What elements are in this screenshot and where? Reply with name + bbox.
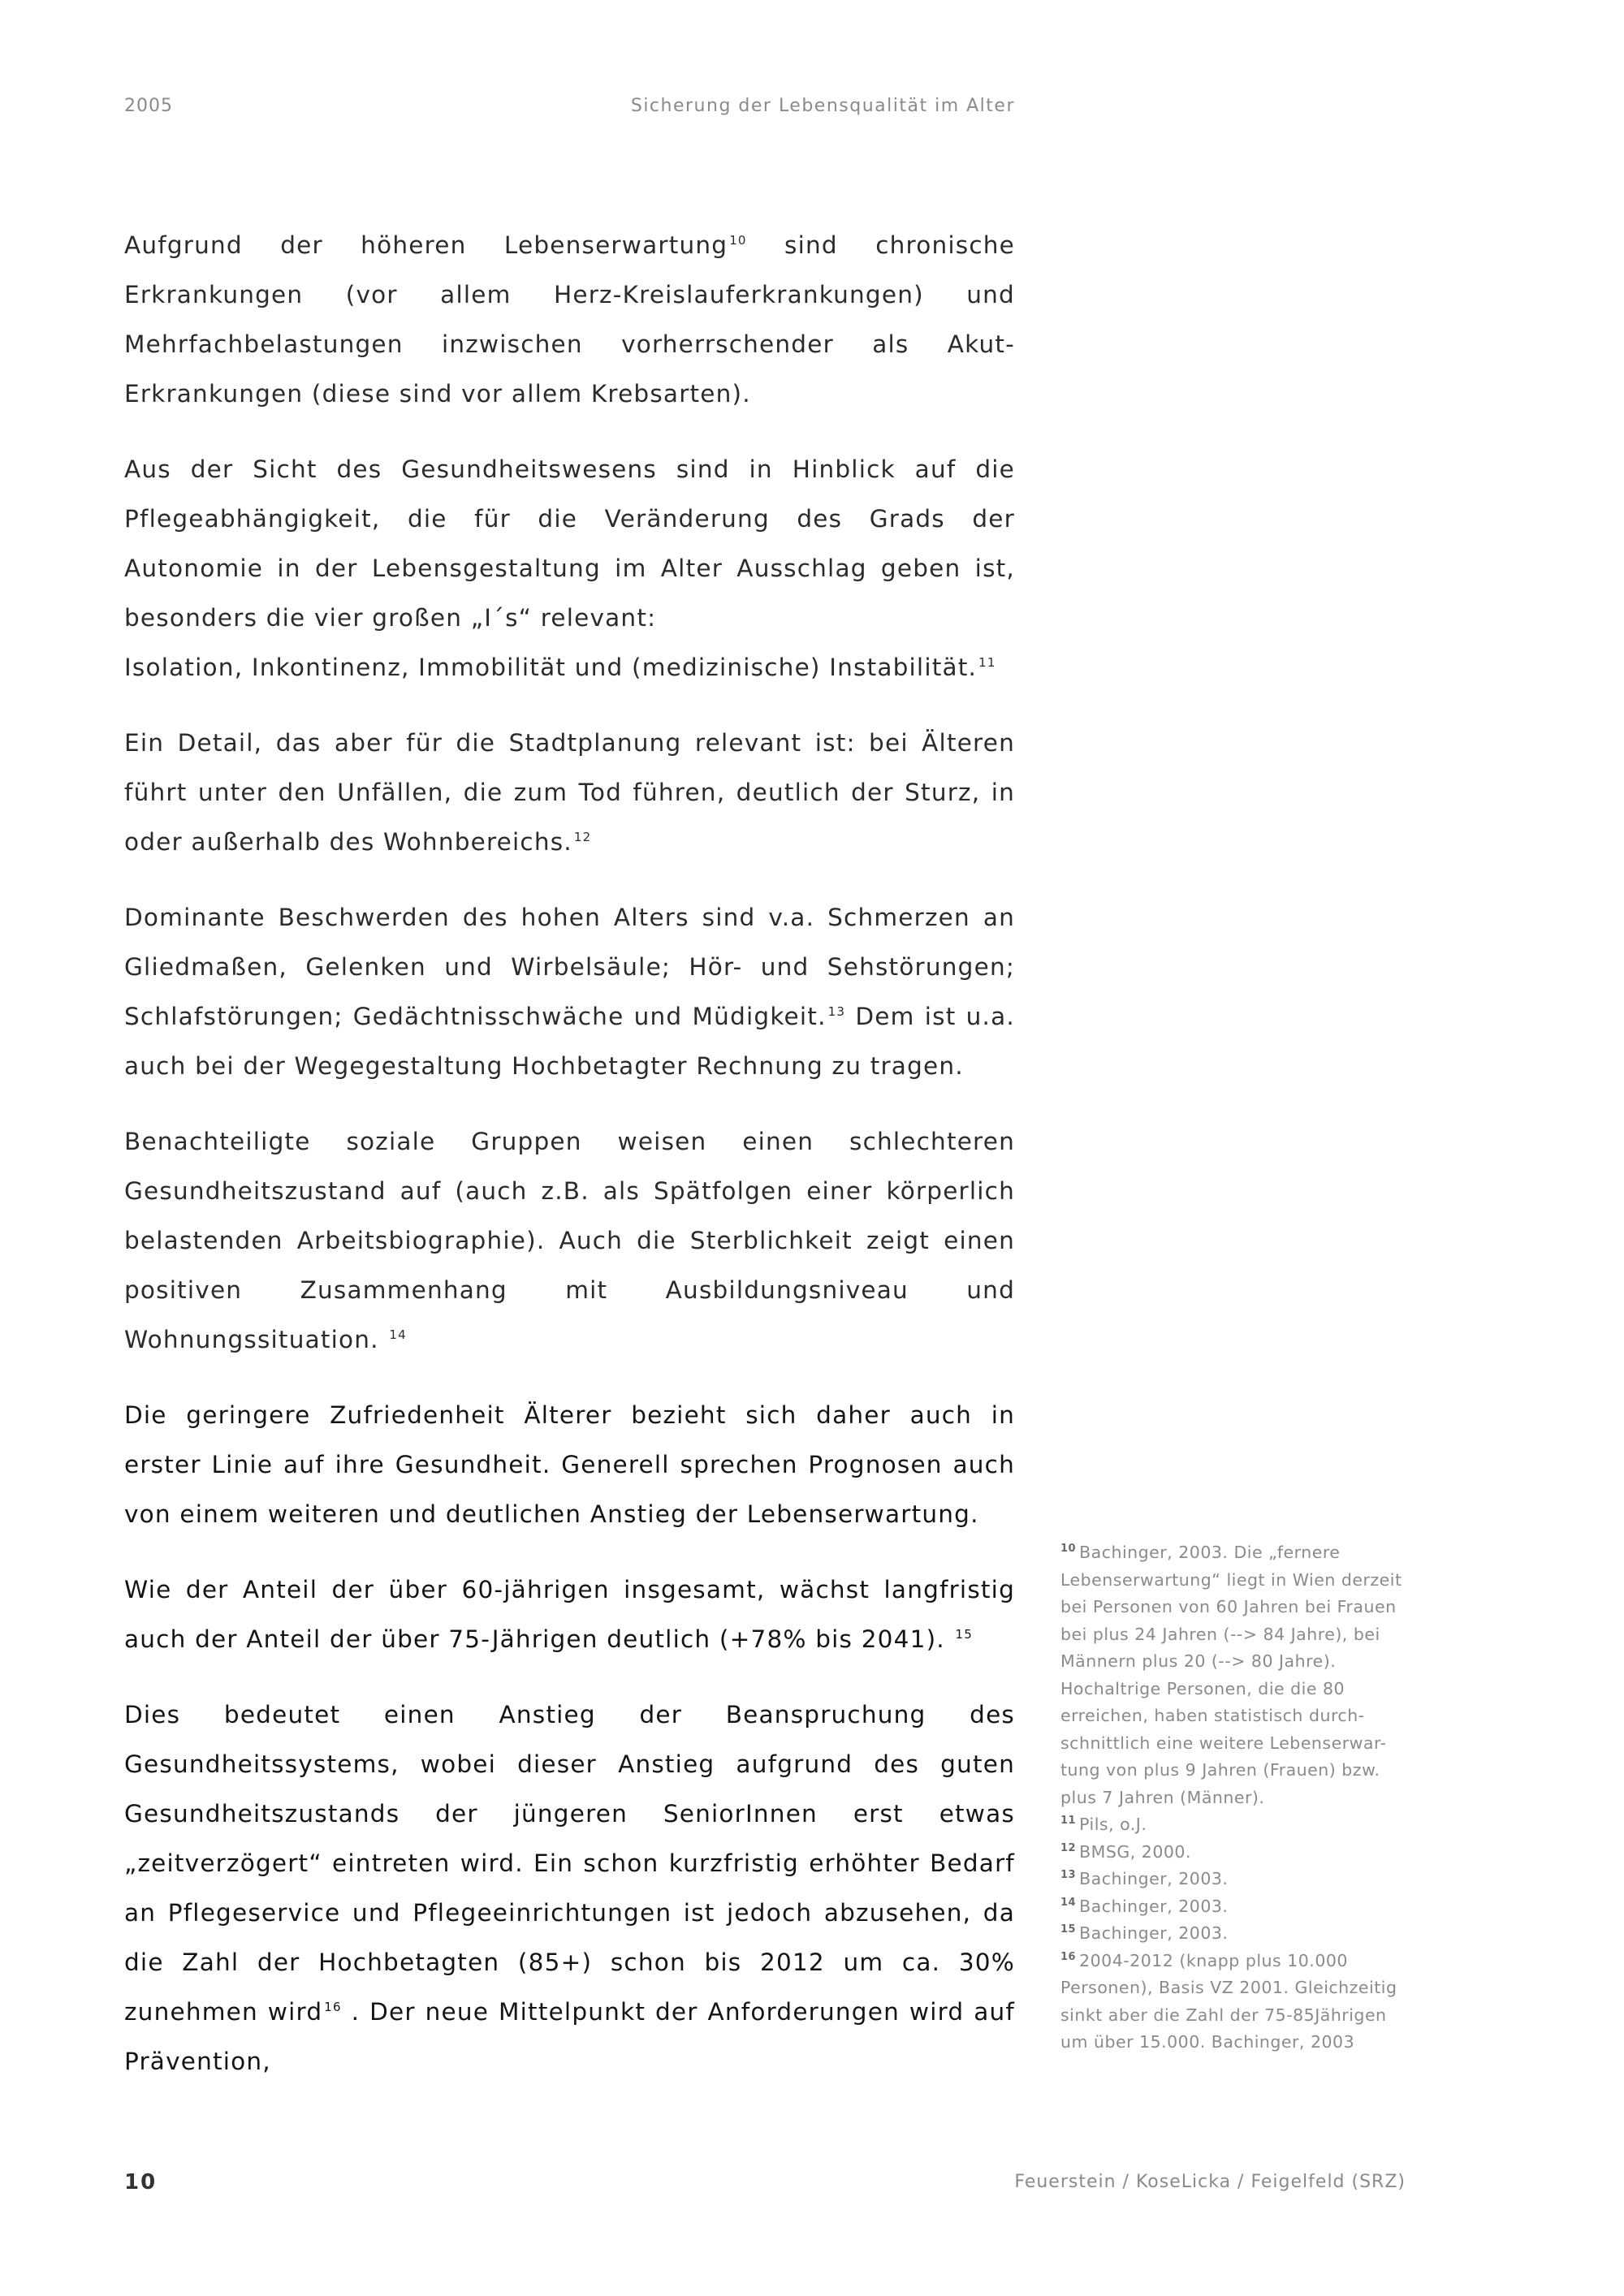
paragraph-1 xyxy=(124,221,1015,419)
footnote-14 xyxy=(1060,1893,1410,1921)
paragraph-3 xyxy=(124,719,1015,867)
paragraph-8-text-a: Dies bedeutet einen Anstieg der Beanspruchung des Gesundheitssystems, wobei dieser Anstieg aufgrund des guten Gesundheitszustands der jüngeren SeniorInnen erst etwas „zeitverzögert“ eintreten wird. Ein schon kurzfristig erhöhter Bedarf an Pflegeservice und Pflegeeinrichtungen ist jedoch abzusehen, da die Zahl der Hochbetagten (85+) schon bis 2012 um ca. 30% zunehmen wird xyxy=(124,1701,1015,2026)
footnote-ref-11: 11 xyxy=(978,655,996,671)
paragraph-6 xyxy=(124,1391,1015,1539)
footnote-number: 11 xyxy=(1060,1815,1077,1828)
footnote-text: Bachinger, 2003. xyxy=(1079,1923,1229,1943)
main-text xyxy=(124,221,1015,2113)
footnote-ref-16: 16 xyxy=(324,2000,342,2015)
footnote-number: 12 xyxy=(1060,1841,1077,1854)
footnote-16 xyxy=(1060,1948,1410,2056)
paragraph-2-text-b: Isolation, Inkontinenz, Immobilität und (medizinische) Instabilität. xyxy=(124,654,978,681)
paragraph-1-text-b: sind chronische Erkrankungen (vor allem Herz-Kreislauferkrankungen) und Mehrfachbelastungen inzwischen vorherrschender als Akut-Erkrankungen (diese sind vor allem Krebsarten). xyxy=(124,231,1015,408)
paragraph-4 xyxy=(124,893,1015,1091)
footnote-ref-14: 14 xyxy=(389,1327,407,1343)
footnote-number: 13 xyxy=(1060,1869,1077,1882)
paragraph-1-text-a: Aufgrund der höheren Lebenserwartung xyxy=(124,231,728,259)
paragraph-6-text: Die geringere Zufriedenheit Älterer bezieht sich daher auch in erster Linie auf ihre Gesundheit. Generell sprechen Prognosen auch von einem weiteren und deutlichen Anstieg der Lebenserwartung. xyxy=(124,1401,1015,1528)
footnote-ref-12: 12 xyxy=(573,830,592,845)
footer-authors: Feuerstein / KoseLicka / Feigelfeld (SRZ) xyxy=(1014,2172,1406,2192)
footnote-ref-13: 13 xyxy=(827,1004,846,1020)
footnote-number: 15 xyxy=(1060,1923,1077,1936)
paragraph-5 xyxy=(124,1117,1015,1365)
footnote-ref-15: 15 xyxy=(955,1627,973,1642)
footnote-ref-10: 10 xyxy=(729,233,747,248)
footnote-text: Pils, o.J. xyxy=(1079,1815,1147,1834)
paragraph-2 xyxy=(124,445,1015,693)
footnotes xyxy=(1060,1539,1410,2056)
footnote-number: 16 xyxy=(1060,1950,1077,1963)
footnote-text: BMSG, 2000. xyxy=(1079,1841,1191,1862)
footnote-text: 2004-2012 (knapp plus 10.000 Personen), Basis VZ 2001. Gleichzeitig sinkt aber die Zahl der 75-85Jährigen um über 15.000. Bachinger, 2003 xyxy=(1060,1950,1397,2052)
paragraph-4-text-b: Dem ist u.a. auch bei der Wegegestaltung Hochbetagter Rechnung zu tragen. xyxy=(124,1003,1015,1080)
header-title: Sicherung der Lebensqualität im Alter xyxy=(630,96,1015,116)
paragraph-7-text: Wie der Anteil der über 60-jährigen insgesamt, wächst langfristig auch der Anteil der über 75-Jährigen deutlich (+78% bis 2041). xyxy=(124,1576,1015,1653)
paragraph-7 xyxy=(124,1565,1015,1664)
footnote-11 xyxy=(1060,1811,1410,1839)
paragraph-3-text: Ein Detail, das aber für die Stadtplanung relevant ist: bei Älteren führt unter den Unfällen, die zum Tod führen, deutlich der Sturz, in oder außerhalb des Wohnbereichs. xyxy=(124,729,1015,856)
paragraph-8-text-b: . Der neue Mittelpunkt der Anforderungen wird auf Prävention, xyxy=(124,1998,1015,2075)
footnote-12 xyxy=(1060,1839,1410,1867)
footnote-15 xyxy=(1060,1920,1410,1948)
paragraph-2-text-a: Aus der Sicht des Gesundheitswesens sind in Hinblick auf die Pflegeabhängigkeit, die für die Veränderung des Grads der Autonomie in der Lebensgestaltung im Alter Ausschlag geben ist, besonders die vier großen „I´s“ relevant: xyxy=(124,455,1015,632)
page-number: 10 xyxy=(124,2170,158,2195)
footnote-number: 14 xyxy=(1060,1896,1077,1909)
footnote-10 xyxy=(1060,1539,1410,1811)
paragraph-8 xyxy=(124,1690,1015,2087)
paragraph-4-text-a: Dominante Beschwerden des hohen Alters sind v.a. Schmerzen an Gliedmaßen, Gelenken und Wirbelsäule; Hör- und Sehstörungen; Schlafstörungen; Gedächtnisschwäche und Müdigkeit. xyxy=(124,904,1015,1030)
footnote-text: Bachinger, 2003. xyxy=(1079,1869,1229,1888)
paragraph-5-text: Benachteiligte soziale Gruppen weisen einen schlechteren Gesundheitszustand auf (auch z.B. als Spätfolgen einer körperlich belastenden Arbeitsbiographie). Auch die Sterblichkeit zeigt einen positiven Zusammenhang mit Ausbildungsniveau und Wohnungssituation. xyxy=(124,1128,1015,1353)
footnote-text: Bachinger, 2003. Die „fernere Lebenserwartung“ liegt in Wien derzeit bei Personen von 60 Jahren bei Frauen bei plus 24 Jahren (--> 84 Jahre), bei Männern plus 20 (--> 80 Jahre). Hochaltrige Personen, die die 80 erreichen, haben statistisch durch-schnittlich eine weitere Lebenserwar-tung von plus 9 Jahren (Frauen) bzw. plus 7 Jahren (Männer). xyxy=(1060,1543,1402,1807)
footnote-13 xyxy=(1060,1866,1410,1893)
header-year: 2005 xyxy=(124,96,173,116)
footnote-number: 10 xyxy=(1060,1543,1077,1556)
footnote-text: Bachinger, 2003. xyxy=(1079,1896,1229,1916)
